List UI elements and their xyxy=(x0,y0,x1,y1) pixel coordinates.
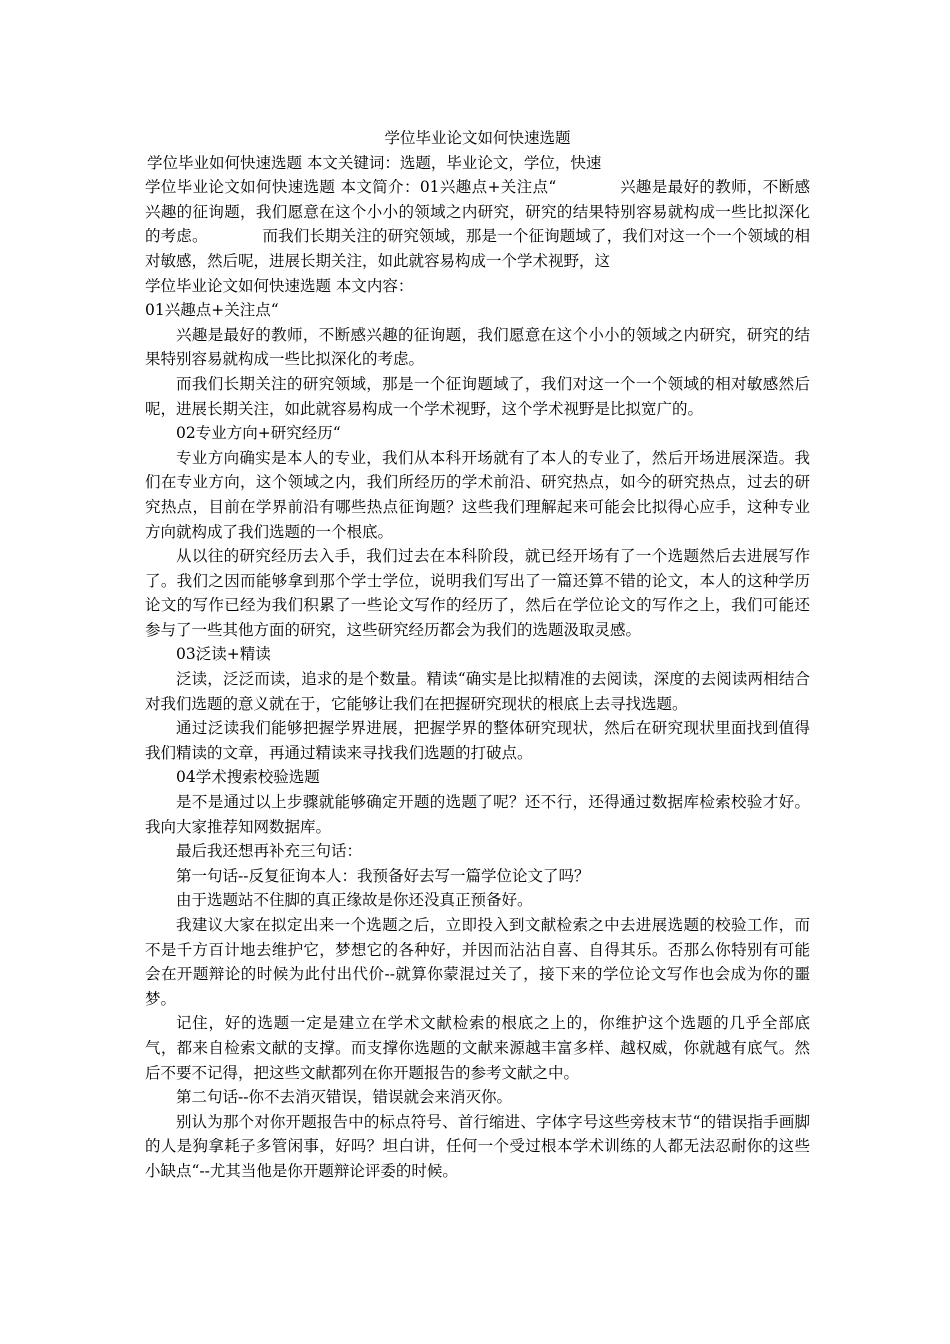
body-paragraph: 通过泛读我们能够把握学界进展，把握学界的整体研究现状，然后在研究现状里面找到值得我们精读的文章，再通过精读来寻找我们选题的打破点。 xyxy=(145,719,810,762)
document-page xyxy=(145,126,810,1184)
content-label: 学位毕业论文如何快速选题 本文内容： xyxy=(145,276,414,295)
body-paragraph: 第二句话--你不去消灭错误，错误就会来消灭你。 xyxy=(176,1088,512,1107)
body-paragraph: 是不是通过以上步骤就能够确定开题的选题了呢？还不行，还得通过数据库检索校验才好。我向大家推荐知网数据库。 xyxy=(145,793,810,836)
body-paragraph: 而我们长期关注的研究领域，那是一个征询题域了，我们对这一个一个领域的相对敏感然后呢，进展长期关注，如此就容易构成一个学术视野，这个学术视野是比拟宽广的。 xyxy=(145,374,810,418)
section-heading-03: 03泛读+精读 xyxy=(176,645,271,664)
section-heading-04: 04学术搜索校验选题 xyxy=(176,768,320,787)
body-paragraph: 最后我还想再补充三句话： xyxy=(176,842,363,861)
keywords-line: 学位毕业如何快速选题 本文关键词：选题，毕业论文，学位，快速 xyxy=(147,153,602,172)
body-paragraph: 我建议大家在拟定出来一个选题之后，立即投入到文献检索之中去进展选题的校验工作，而不是千方百计地去维护它，梦想它的各种好，并因而沾沾自喜、自得其乐。否那么你特别有可能会在开题辩论的时候为此付出代价--就算你蒙混过关了，接下来的学位论文写作也会成为你的噩梦。 xyxy=(145,916,810,1008)
section-heading-01: 01兴趣点+关注点“ xyxy=(145,301,279,320)
body-paragraph: 泛读，泛泛而读，追求的是个数量。精读“确实是比拟精准的去阅读，深度的去阅读两相结合对我们选题的意义就在于，它能够让我们在把握研究现状的根底上去寻找选题。 xyxy=(145,670,810,713)
section-heading-02: 02专业方向+研究经历“ xyxy=(176,424,341,443)
body-paragraph: 第一句话--反复征询本人：我预备好去写一篇学位论文了吗？ xyxy=(176,866,590,885)
body-paragraph: 记住，好的选题一定是建立在学术文献检索的根底之上的，你维护这个选题的几乎全部底气，都来自检索文献的支撑。而支撑你选题的文献来源越丰富多样、越权威，你就越有底气。然后不要不记得，把这些文献都列在你开题报告的参考文献之中。 xyxy=(145,1014,810,1082)
body-paragraph: 从以往的研究经历去入手，我们过去在本科阶段，就已经开场有了一个选题然后去进展写作了。我们之因而能够拿到那个学士学位，说明我们写出了一篇还算不错的论文，本人的这种学历论文的写作已经为我们积累了一些论文写作的经历了，然后在学位论文的写作之上，我们可能还参与了一些其他方面的研究，这些研究经历都会为我们的选题汲取灵感。 xyxy=(145,547,810,639)
body-paragraph: 兴趣是最好的教师，不断感兴趣的征询题，我们愿意在这个小小的领域之内研究，研究的结果特别容易就构成一些比拟深化的考虑。 xyxy=(145,325,810,369)
body-paragraph: 别认为那个对你开题报告中的标点符号、首行缩进、字体字号这些旁枝末节“的错误指手画脚的人是狗拿耗子多管闲事，好吗？坦白讲，任何一个受过根本学术训练的人都无法忍耐你的这些小缺点“--尤其当他是你开题辩论评委的时候。 xyxy=(145,1112,810,1180)
document-title: 学位毕业论文如何快速选题 xyxy=(384,129,571,147)
body-paragraph: 专业方向确实是本人的专业，我们从本科开场就有了本人的专业了，然后开场进展深造。我们在专业方向，这个领域之内，我们所经历的学术前沿、研究热点，如今的研究热点，过去的研究热点，目前在学界前沿有哪些热点征询题？这些我们理解起来可能会比拟得心应手，这种专业方向就构成了我们选题的一个根底。 xyxy=(145,448,810,541)
summary-line: 学位毕业论文如何快速选题 本文简介：01兴趣点+关注点“ 兴趣是最好的教师，不断感兴趣的征询题，我们愿意在这个小小的领域之内研究，研究的结果特别容易就构成一些比拟深化的考虑。 而我们长期关注的研究领域，那是一个征询题域了，我们对这一个一个领域的相对敏感，然后呢，进展长期关注，如此就容易构成一个学术视野，这 xyxy=(145,178,810,270)
body-paragraph: 由于选题站不住脚的真正缘故是你还没真正预备好。 xyxy=(176,891,533,910)
